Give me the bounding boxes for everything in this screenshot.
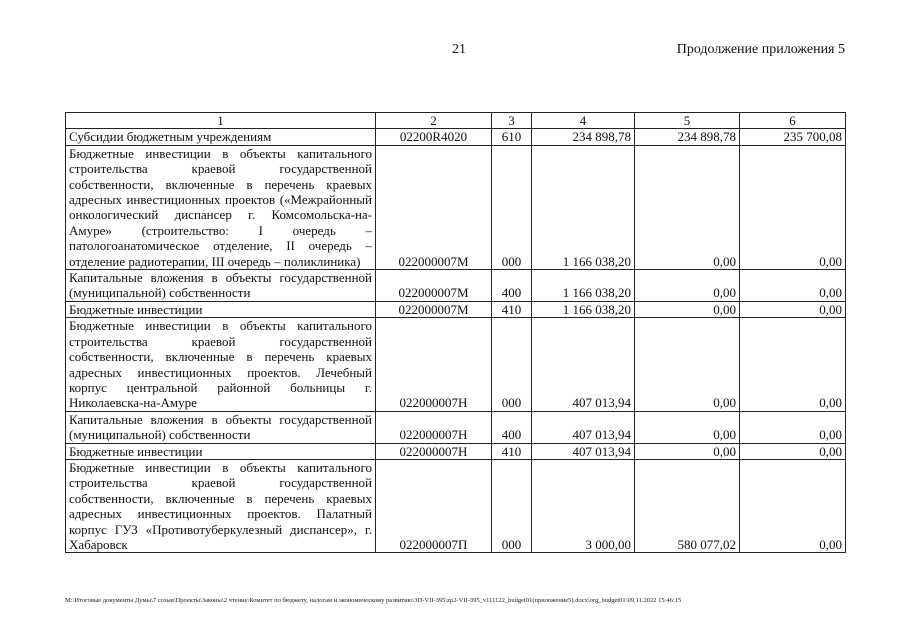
row-name: Бюджетные инвестиции в объекты капитального строительства краевой государственной собственности, включенные в перечень краевых адресных инвестиционных проектов. Палатный корпус ГУЗ «Противотуберкулезный диспансер», г. Хабаровск bbox=[66, 459, 376, 552]
amount-col6: 0,00 bbox=[740, 443, 846, 459]
table-row bbox=[66, 443, 846, 459]
target-article-code: 022000007П bbox=[376, 459, 492, 552]
amount-col4: 407 013,94 bbox=[532, 318, 635, 411]
column-header: 1 bbox=[66, 113, 376, 129]
row-name: Капитальные вложения в объекты государственной (муниципальной) собственности bbox=[66, 270, 376, 302]
amount-col6: 0,00 bbox=[740, 301, 846, 317]
target-article-code: 022000007Н bbox=[376, 318, 492, 411]
expense-type-code: 400 bbox=[492, 411, 532, 443]
amount-col4: 1 166 038,20 bbox=[532, 301, 635, 317]
amount-col4: 1 166 038,20 bbox=[532, 270, 635, 302]
table-row bbox=[66, 301, 846, 317]
amount-col5: 0,00 bbox=[635, 145, 740, 269]
amount-col5: 0,00 bbox=[635, 318, 740, 411]
amount-col5: 0,00 bbox=[635, 411, 740, 443]
column-header: 2 bbox=[376, 113, 492, 129]
column-header: 3 bbox=[492, 113, 532, 129]
page-number: 21 bbox=[452, 42, 466, 57]
table-row bbox=[66, 270, 846, 302]
column-header: 5 bbox=[635, 113, 740, 129]
amount-col5: 580 077,02 bbox=[635, 459, 740, 552]
appendix-continuation-note: Продолжение приложения 5 bbox=[676, 42, 845, 57]
expense-type-code: 410 bbox=[492, 443, 532, 459]
amount-col4: 3 000,00 bbox=[532, 459, 635, 552]
expense-type-code: 000 bbox=[492, 318, 532, 411]
target-article-code: 02200R4020 bbox=[376, 129, 492, 145]
row-name: Бюджетные инвестиции в объекты капитального строительства краевой государственной собственности, включенные в перечень краевых адресных инвестиционных проектов. Лечебный корпус центральной районной больницы г. Николаевска-на-Амуре bbox=[66, 318, 376, 411]
column-header: 4 bbox=[532, 113, 635, 129]
row-name: Субсидии бюджетным учреждениям bbox=[66, 129, 376, 145]
amount-col4: 407 013,94 bbox=[532, 411, 635, 443]
expense-type-code: 000 bbox=[492, 145, 532, 269]
amount-col4: 234 898,78 bbox=[532, 129, 635, 145]
target-article-code: 022000007М bbox=[376, 270, 492, 302]
amount-col4: 1 166 038,20 bbox=[532, 145, 635, 269]
amount-col5: 0,00 bbox=[635, 443, 740, 459]
amount-col6: 0,00 bbox=[740, 145, 846, 269]
amount-col6: 235 700,08 bbox=[740, 129, 846, 145]
amount-col5: 234 898,78 bbox=[635, 129, 740, 145]
amount-col6: 0,00 bbox=[740, 411, 846, 443]
table-row bbox=[66, 145, 846, 269]
column-header: 6 bbox=[740, 113, 846, 129]
table-row bbox=[66, 459, 846, 552]
target-article-code: 022000007Н bbox=[376, 443, 492, 459]
document-file-path: M:\Итоговые документы Думы\7 созыв\Проекты\Законы\2 чтение\Комитет по бюджету, налогам и экономическому развитию\ЗП-VII-395\zp2-VII-395_v111122_budget01(приложение5).docx\org_budget01\09.11.2022 15:46:15 bbox=[65, 597, 682, 604]
amount-col5: 0,00 bbox=[635, 301, 740, 317]
table-row bbox=[66, 318, 846, 411]
row-name: Бюджетные инвестиции в объекты капитального строительства краевой государственной собственности, включенные в перечень краевых адресных инвестиционных проектов («Межрайонный онкологический диспансер г. Комсомольска-на-Амуре» (строительство: I очередь – патологоанатомическое отделение, II очередь – отделение радиотерапии, III очередь – поликлиника) bbox=[66, 145, 376, 269]
budget-table bbox=[65, 112, 846, 553]
target-article-code: 022000007Н bbox=[376, 411, 492, 443]
target-article-code: 022000007М bbox=[376, 301, 492, 317]
amount-col6: 0,00 bbox=[740, 318, 846, 411]
amount-col4: 407 013,94 bbox=[532, 443, 635, 459]
expense-type-code: 400 bbox=[492, 270, 532, 302]
expense-type-code: 000 bbox=[492, 459, 532, 552]
expense-type-code: 410 bbox=[492, 301, 532, 317]
expense-type-code: 610 bbox=[492, 129, 532, 145]
table-row bbox=[66, 129, 846, 145]
table-row bbox=[66, 411, 846, 443]
target-article-code: 022000007М bbox=[376, 145, 492, 269]
row-name: Капитальные вложения в объекты государственной (муниципальной) собственности bbox=[66, 411, 376, 443]
row-name: Бюджетные инвестиции bbox=[66, 443, 376, 459]
table-header-row bbox=[66, 113, 846, 129]
amount-col6: 0,00 bbox=[740, 270, 846, 302]
amount-col5: 0,00 bbox=[635, 270, 740, 302]
amount-col6: 0,00 bbox=[740, 459, 846, 552]
row-name: Бюджетные инвестиции bbox=[66, 301, 376, 317]
